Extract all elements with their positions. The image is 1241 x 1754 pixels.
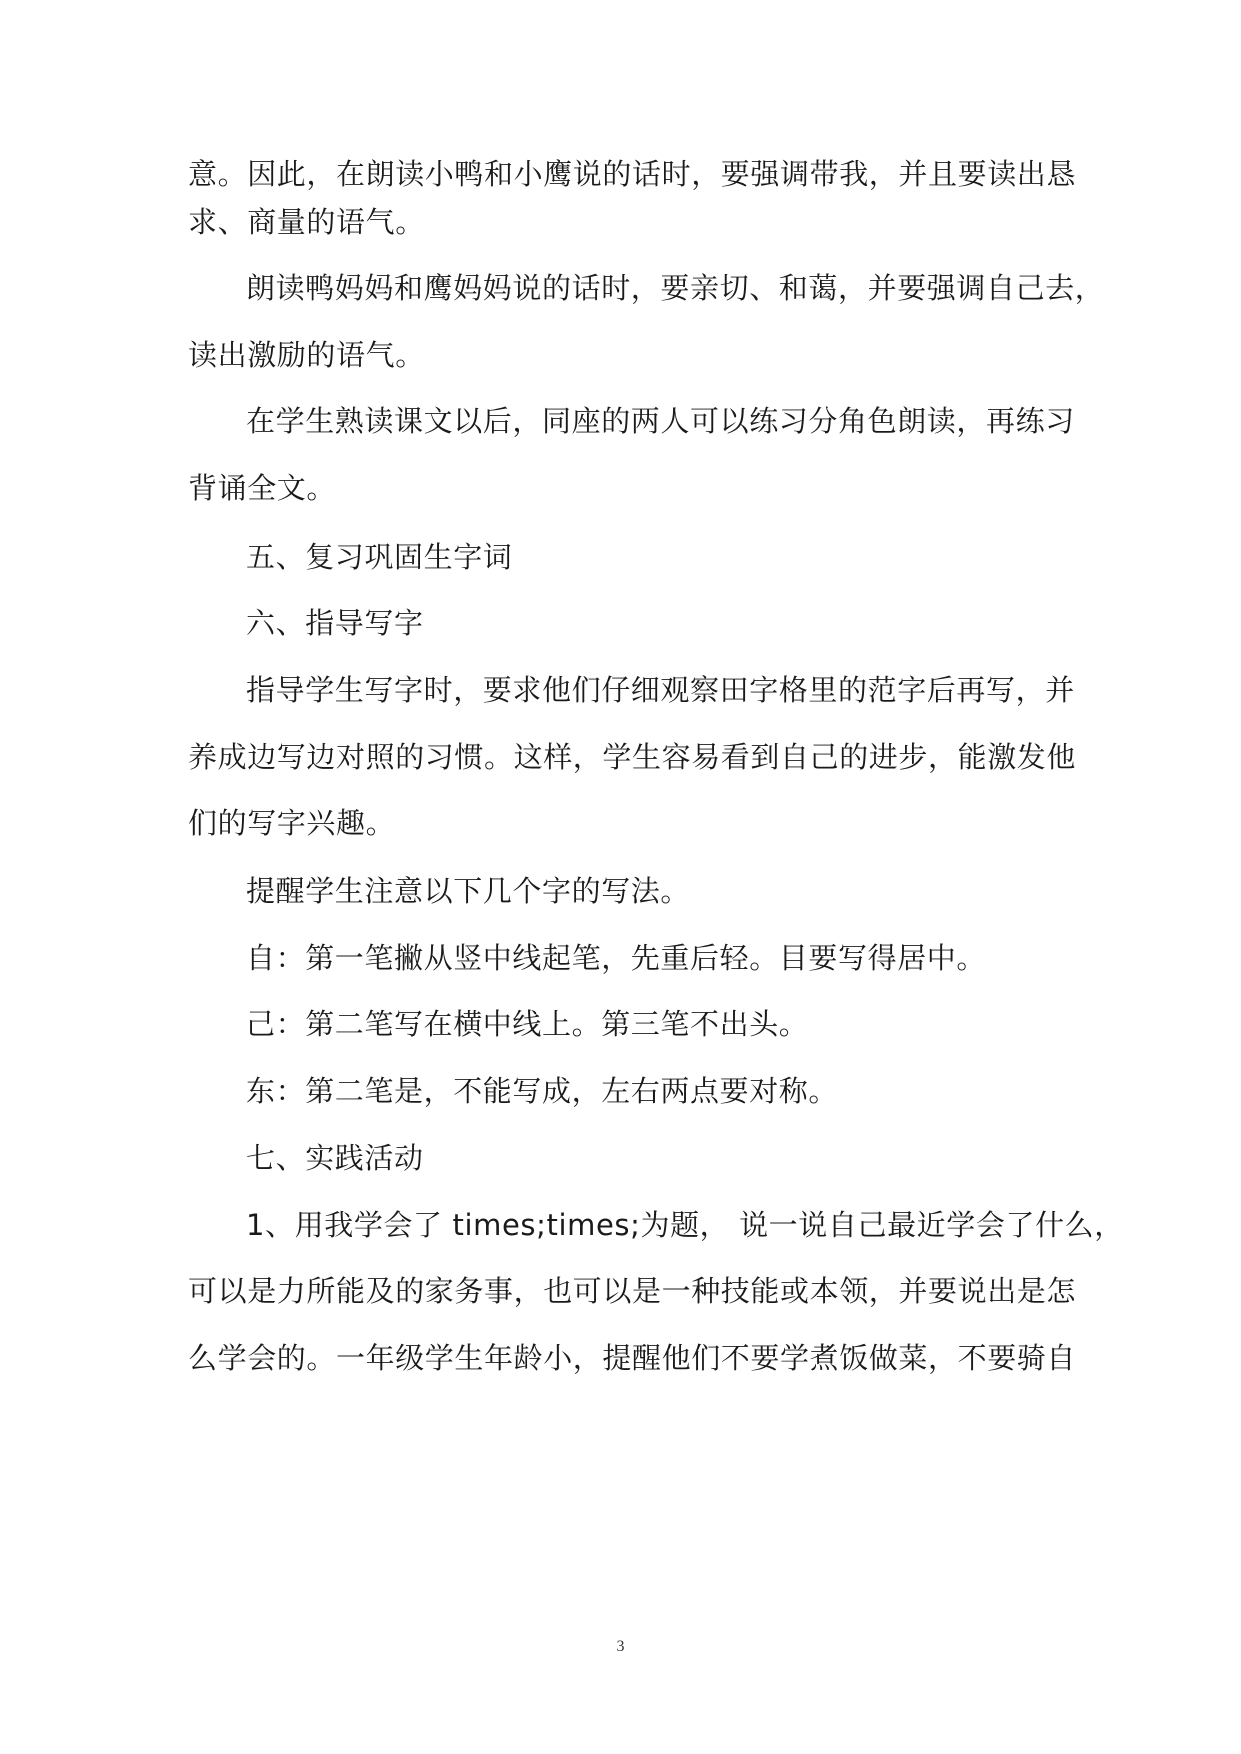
paragraph-line: 意。因此，在朗读小鸭和小鹰说的话时，要强调带我，并且要读出恳 — [188, 157, 1077, 191]
paragraph-line: 求、商量的语气。 — [188, 205, 425, 239]
paragraph-line: 在学生熟读课文以后，同座的两人可以练习分角色朗读，再练习 — [246, 404, 1075, 438]
section-heading: 五、复习巩固生字词 — [246, 540, 513, 574]
paragraph-line: 提醒学生注意以下几个字的写法。 — [246, 874, 691, 908]
section-heading: 六、指导写字 — [246, 606, 424, 640]
section-heading: 七、实践活动 — [246, 1141, 424, 1175]
paragraph-line: 1、用我学会了 times;times;为题， 说一说自己最近学会了什么， — [246, 1208, 1124, 1242]
paragraph-line: 指导学生写字时，要求他们仔细观察田字格里的范字后再写，并 — [246, 673, 1075, 707]
paragraph-line: 东：第二笔是，不能写成，左右两点要对称。 — [246, 1074, 839, 1108]
page-number: 3 — [616, 1638, 625, 1655]
paragraph-line: 己：第二笔写在横中线上。第三笔不出头。 — [246, 1007, 809, 1041]
paragraph-line: 读出激励的语气。 — [188, 338, 425, 372]
paragraph-line: 自：第一笔撇从竖中线起笔，先重后轻。目要写得居中。 — [246, 941, 987, 975]
paragraph-line: 们的写字兴趣。 — [188, 806, 396, 840]
paragraph-line: 朗读鸭妈妈和鹰妈妈说的话时，要亲切、和蔼，并要强调自己去， — [246, 271, 1105, 305]
paragraph-line: 养成边写边对照的习惯。这样，学生容易看到自己的进步，能激发他 — [188, 740, 1077, 774]
paragraph-line: 背诵全文。 — [188, 471, 337, 505]
paragraph-line: 可以是力所能及的家务事，也可以是一种技能或本领，并要说出是怎 — [188, 1274, 1077, 1308]
paragraph-line: 么学会的。一年级学生年龄小，提醒他们不要学煮饭做菜，不要骑自 — [188, 1341, 1077, 1375]
